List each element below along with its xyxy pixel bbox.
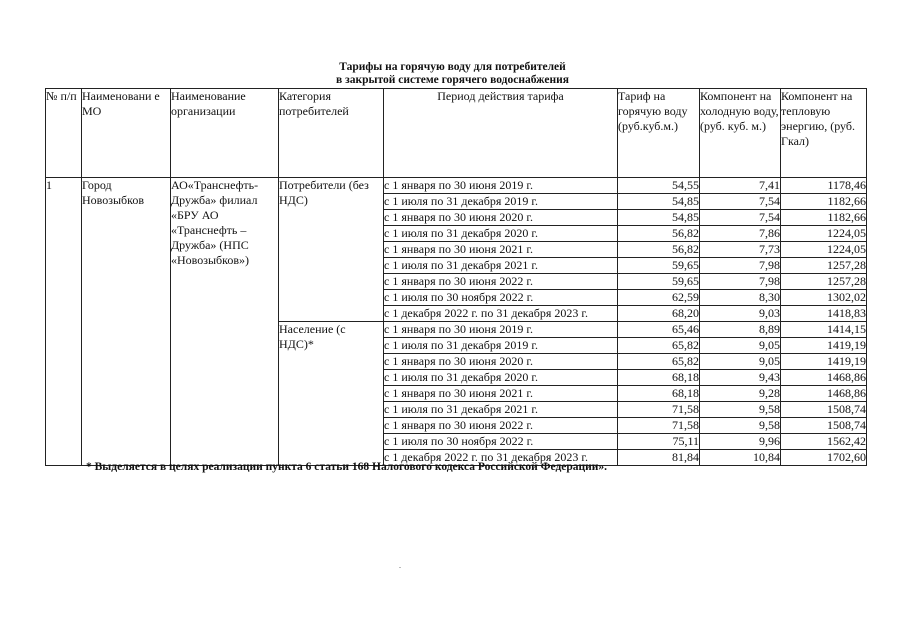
cold-water-component: 7,98	[700, 258, 781, 274]
tariff-period: с 1 июля по 30 ноября 2022 г.	[384, 290, 618, 306]
document-title-line-2: в закрытой системе горячего водоснабжения	[336, 74, 569, 86]
cold-water-component: 10,84	[700, 450, 781, 466]
header-tariff: Тариф на горячую воду (руб.куб.м.)	[618, 89, 700, 178]
tariff-period: с 1 декабря 2022 г. по 31 декабря 2023 г.	[384, 450, 618, 466]
header-cold-water: Компонент на холодную воду, (руб. куб. м.)	[700, 89, 781, 178]
heat-energy-component: 1419,19	[781, 354, 867, 370]
heat-energy-component: 1224,05	[781, 242, 867, 258]
hot-water-tariff: 68,18	[618, 370, 700, 386]
tariff-period: с 1 января по 30 июня 2022 г.	[384, 274, 618, 290]
cold-water-component: 9,58	[700, 402, 781, 418]
organization-name: АО«Транснефть-Дружба» филиал «БРУ АО «Транснефть – Дружба» (НПС «Новозыбков»)	[171, 178, 279, 466]
hot-water-tariff: 75,11	[618, 434, 700, 450]
header-period: Период действия тарифа	[384, 89, 618, 178]
cold-water-component: 9,96	[700, 434, 781, 450]
table-row	[46, 178, 867, 194]
hot-water-tariff: 54,55	[618, 178, 700, 194]
heat-energy-component: 1302,02	[781, 290, 867, 306]
tariff-period: с 1 июля по 31 декабря 2019 г.	[384, 338, 618, 354]
hot-water-tariff: 56,82	[618, 226, 700, 242]
cold-water-component: 9,28	[700, 386, 781, 402]
cold-water-component: 7,54	[700, 210, 781, 226]
heat-energy-component: 1562,42	[781, 434, 867, 450]
cold-water-component: 9,03	[700, 306, 781, 322]
tariff-period: с 1 января по 30 июня 2019 г.	[384, 322, 618, 338]
cold-water-component: 7,86	[700, 226, 781, 242]
hot-water-tariff: 65,82	[618, 354, 700, 370]
cold-water-component: 7,98	[700, 274, 781, 290]
tariff-table	[45, 88, 867, 466]
heat-energy-component: 1182,66	[781, 194, 867, 210]
header-category: Категория потребителей	[279, 89, 384, 178]
hot-water-tariff: 71,58	[618, 402, 700, 418]
heat-energy-component: 1224,05	[781, 226, 867, 242]
tariff-period: с 1 июля по 30 ноября 2022 г.	[384, 434, 618, 450]
header-num: № п/п	[46, 89, 82, 178]
heat-energy-component: 1419,19	[781, 338, 867, 354]
hot-water-tariff: 65,46	[618, 322, 700, 338]
cold-water-component: 7,54	[700, 194, 781, 210]
hot-water-tariff: 68,20	[618, 306, 700, 322]
tariff-period: с 1 июля по 31 декабря 2021 г.	[384, 258, 618, 274]
heat-energy-component: 1182,66	[781, 210, 867, 226]
tariff-period: с 1 июля по 31 декабря 2020 г.	[384, 226, 618, 242]
document-title-line-1: Тарифы на горячую воду для потребителей	[339, 61, 566, 73]
tariff-period: с 1 января по 30 июня 2020 г.	[384, 210, 618, 226]
heat-energy-component: 1178,46	[781, 178, 867, 194]
tariff-period: с 1 января по 30 июня 2021 г.	[384, 242, 618, 258]
tariff-period: с 1 января по 30 июня 2021 г.	[384, 386, 618, 402]
heat-energy-component: 1508,74	[781, 418, 867, 434]
cold-water-component: 7,41	[700, 178, 781, 194]
cold-water-component: 9,05	[700, 338, 781, 354]
cold-water-component: 9,58	[700, 418, 781, 434]
hot-water-tariff: 68,18	[618, 386, 700, 402]
tariff-period: с 1 июля по 31 декабря 2021 г.	[384, 402, 618, 418]
heat-energy-component: 1257,28	[781, 274, 867, 290]
table-body	[46, 178, 867, 466]
heat-energy-component: 1508,74	[781, 402, 867, 418]
hot-water-tariff: 56,82	[618, 242, 700, 258]
cold-water-component: 7,73	[700, 242, 781, 258]
tariff-period: с 1 декабря 2022 г. по 31 декабря 2023 г.	[384, 306, 618, 322]
scan-speck	[399, 567, 401, 568]
heat-energy-component: 1702,60	[781, 450, 867, 466]
header-mo: Наименовани е МО	[82, 89, 171, 178]
heat-energy-component: 1468,86	[781, 370, 867, 386]
cold-water-component: 8,30	[700, 290, 781, 306]
cold-water-component: 9,05	[700, 354, 781, 370]
hot-water-tariff: 65,82	[618, 338, 700, 354]
hot-water-tariff: 62,59	[618, 290, 700, 306]
heat-energy-component: 1418,83	[781, 306, 867, 322]
hot-water-tariff: 54,85	[618, 194, 700, 210]
cold-water-component: 8,89	[700, 322, 781, 338]
hot-water-tariff: 81,84	[618, 450, 700, 466]
cold-water-component: 9,43	[700, 370, 781, 386]
footnote: * Выделяется в целях реализации пункта 6 статьи 168 Налогового кодекса Российской Федерации».	[86, 461, 608, 473]
consumer-category: Потребители (без НДС)	[279, 178, 384, 322]
consumer-category: Население (с НДС)*	[279, 322, 384, 466]
tariff-period: с 1 июля по 31 декабря 2020 г.	[384, 370, 618, 386]
tariff-period: с 1 января по 30 июня 2022 г.	[384, 418, 618, 434]
header-heat-energy: Компонент на тепловую энергию, (руб. Гкал)	[781, 89, 867, 178]
hot-water-tariff: 59,65	[618, 258, 700, 274]
heat-energy-component: 1257,28	[781, 258, 867, 274]
heat-energy-component: 1414,15	[781, 322, 867, 338]
row-number: 1	[46, 178, 82, 466]
tariff-period: с 1 января по 30 июня 2020 г.	[384, 354, 618, 370]
tariff-period: с 1 июля по 31 декабря 2019 г.	[384, 194, 618, 210]
header-row	[46, 89, 867, 178]
municipality-name: Город Новозыбков	[82, 178, 171, 466]
hot-water-tariff: 71,58	[618, 418, 700, 434]
hot-water-tariff: 54,85	[618, 210, 700, 226]
heat-energy-component: 1468,86	[781, 386, 867, 402]
hot-water-tariff: 59,65	[618, 274, 700, 290]
header-org: Наименование организации	[171, 89, 279, 178]
tariff-period: с 1 января по 30 июня 2019 г.	[384, 178, 618, 194]
